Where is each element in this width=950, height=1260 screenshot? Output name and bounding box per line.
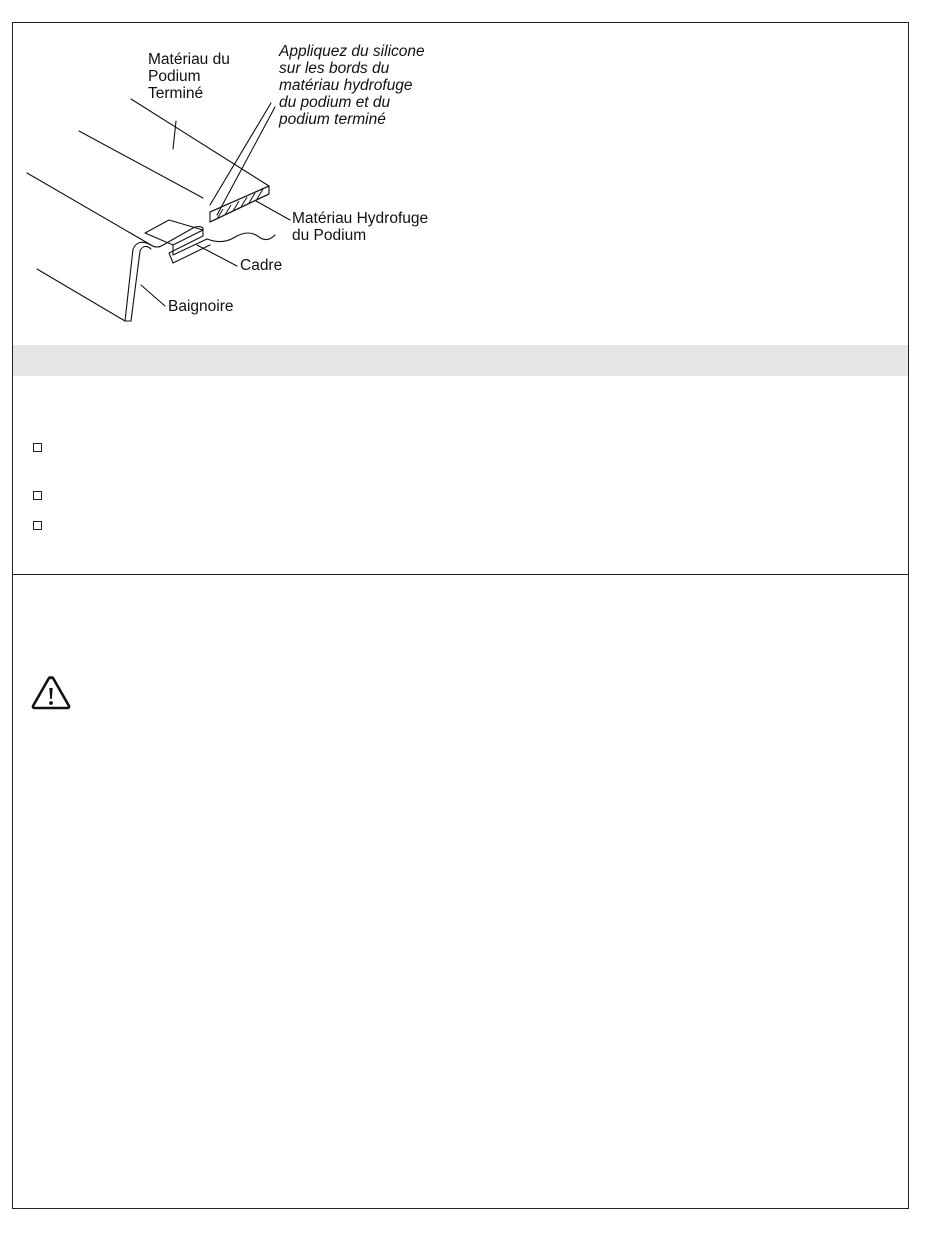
checkbox-item-2[interactable]	[33, 491, 42, 500]
label-frame: Cadre	[240, 257, 283, 274]
tub-bottom-edge	[37, 269, 125, 321]
warning-triangle-icon	[31, 675, 71, 711]
page-frame	[12, 22, 909, 1209]
substrate-wave	[207, 233, 275, 242]
label-waterproof-material: Matériau Hydrofuge du Podium	[292, 210, 429, 244]
section-header-band	[13, 345, 908, 376]
tub-wall	[125, 242, 151, 321]
label-bathtub: Baignoire	[168, 298, 234, 315]
waterproof-hatching	[217, 189, 263, 219]
podium-top-back-edge	[131, 99, 269, 186]
frame-leader	[197, 245, 237, 266]
podium-installation-illustration	[13, 23, 908, 345]
label-finished-podium: Matériau du Podium Terminé	[148, 51, 230, 102]
label-silicone-note: Appliquez du silicone sur les bords du matériau hydrofuge du podium et du podium terminé	[279, 43, 425, 128]
bathtub-leader	[141, 285, 165, 306]
section-divider	[13, 574, 908, 575]
checkbox-item-3[interactable]	[33, 521, 42, 530]
frame-top	[145, 220, 203, 245]
checkbox-item-1[interactable]	[33, 443, 42, 452]
podium-top-front-edge	[79, 131, 203, 198]
waterproof-leader	[256, 201, 290, 220]
